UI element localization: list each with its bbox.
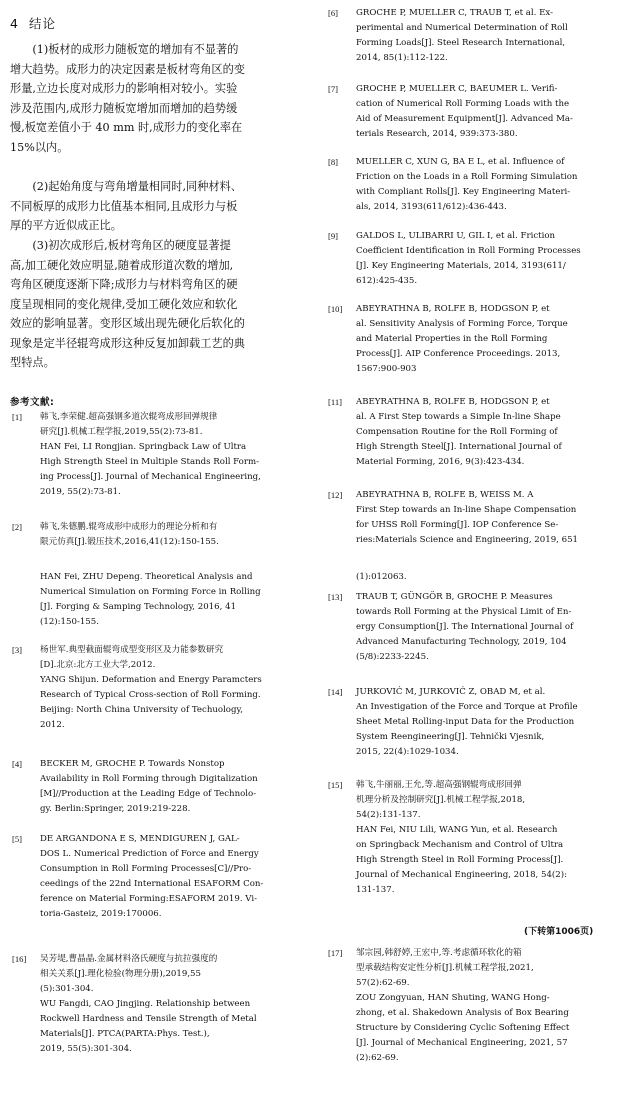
reference-text: 吴芳堤,曹晶晶.金属材料洛氏硬度与抗拉强度的 相关关系[J].理化检验(物理分册),2019,55 (5):301-304. WU Fangdi, CAO Jingjing. Relationship between Rockwell Hardness and Tensile Strength of Metal Materials[J]. PTCA(PARTA:Phys. Test.), 2019, 55(5):301-304. (40, 954, 257, 1054)
reference-text: TRAUB T, GÜNGÖR B, GROCHE P. Measures towards Roll Forming at the Physical Limit of En- ergy Consumption[J]. The International Journal of Advanced Manufacturing Technology, 2019, 104 (5/8):2233-2245. (356, 592, 574, 662)
reference-text: MUELLER C, XUN G, BA E L, et al. Influence of Friction on the Loads in a Roll Forming Simulation with Compliant Rolls[J]. Key Engineering Materi- als, 2014, 3193(611/612):436-443. (356, 157, 578, 212)
reference-text: ABEYRATHNA B, ROLFE B, HODGSON P, et al. A First Step towards a Simple In-line Shape Compensation Routine for the Roll Forming of High Strength Steel[J]. International Journal of Material Forming, 2016, 9(3):423-434. (356, 397, 562, 467)
reference-tag: [14] (328, 687, 343, 697)
section-title-text: 结论 (28, 16, 56, 31)
reference-text: BECKER M, GROCHE P. Towards Nonstop Availability in Roll Forming through Digitalization [M]//Production at the Leading Edge of Technolo- gy. Berlin:Springer, 2019:219-228. (40, 759, 258, 814)
reference-text: 韩飞,朱德鹏.辊弯成形中成形力的理论分析和有 限元仿真[J].锻压技术,2016,41(12):150-155. (40, 522, 219, 547)
reference-tag: [16] (12, 954, 27, 964)
reference-text: 邹宗园,韩舒婷,王宏中,等.考虑循环软化的箱 型承载结构安定性分析[J].机械工程学报,2021, 57(2):62-69. ZOU Zongyuan, HAN Shuting, WANG Hong- zhong, et al. Shakedown Analysis of Box Bearing Structure by Considering Cyclic Softening Effect [J]. Journal of Mechanical Engineering, 2021, 57 (2):62-69. (356, 948, 570, 1063)
reference-tag: [6] (328, 8, 339, 18)
reference-text: GALDOS L, ULIBARRI U, GIL I, et al. Friction Coefficient Identification in Roll Forming Processes [J]. Key Engineering Materials, 2014, 3193(611/ 612):425-435. (356, 231, 581, 286)
reference-tag: [13] (328, 592, 343, 602)
reference-tag: [4] (12, 759, 23, 769)
reference-tag: [8] (328, 157, 339, 167)
section-number: 4 (10, 16, 19, 31)
reference-tag: [5] (12, 834, 23, 844)
reference-tag: [1] (12, 412, 23, 422)
reference-tag: [2] (12, 522, 23, 532)
reference-text: 韩飞,李荣健.超高强钢多道次辊弯成形回弹规律 研究[J].机械工程学报,2019,55(2):73-81. HAN Fei, LI Rongjian. Springback Law of Ultra High Strength Steel in Multiple Stands Roll Form- ing Process[J]. Journal of Mechanical Engineering, 2019, 55(2):73-81. (40, 412, 261, 497)
reference-text: (1):012063. (356, 572, 407, 582)
references-heading: 参考文献: (10, 397, 55, 408)
reference-tag: [12] (328, 490, 343, 500)
conclusion-paragraph-3: (3)初次成形后,板材弯角区的硬度显著提 高,加工硬化效应明显,随着成形道次数的增加, 弯角区硬度逐渐下降;成形力与材料弯角区的硬 度呈现相同的变化规律,受加工硬化效应和软化 效应的影响显著。变形区域出现先硬化后软化的 现象是定半径辊弯成形这种反复加卸载工艺的典 型特点。 (10, 239, 245, 369)
reference-text: DE ARGANDONA E S, MENDIGUREN J, GAL- DOS L. Numerical Prediction of Force and Energy Consumption in Roll Forming Processes[C]//Pro- ceedings of the 22nd International ESAFORM Con- ference on Material Forming:ESAFORM 2019. Vi- toria-Gasteiz, 2019:170006. (40, 834, 264, 919)
reference-tag: [17] (328, 948, 343, 958)
reference-tag: [9] (328, 231, 339, 241)
reference-text: 杨世军.典型截面辊弯成型变形区及力能参数研究 [D].北京:北方工业大学,2012. YANG Shijun. Deformation and Energy Paramcters Research of Typical Cross-section of Roll Forming. Beijing: North China University of Techuology, 2012. (40, 645, 262, 730)
reference-text: HAN Fei, ZHU Depeng. Theoretical Analysis and Numerical Simulation on Forming Force in Rolling [J]. Forging & Samping Technology, 2016, 41 (12):150-155. (40, 572, 261, 627)
reference-text: 韩飞,牛丽丽,王允,等.超高强钢辊弯成形回弹 机理分析及控制研究[J].机械工程学报,2018, 54(2):131-137. HAN Fei, NIU Lili, WANG Yun, et al. Research on Springback Mechanism and Control of Ultra High Strength Steel in Roll Forming Process[J]. Journal of Mechanical Engineering, 2018, 54(2): 131-137. (356, 780, 568, 895)
reference-text: JURKOVIĆ M, JURKOVIĆ Z, OBAD M, et al. An Investigation of the Force and Torque at Profile Sheet Metal Rolling-input Data for the Production System Reengineering[J]. Tehnički Vjesnik, 2015, 22(4):1029-1034. (356, 687, 578, 757)
conclusion-paragraph-2: (2)起始角度与弯角增量相同时,同种材料、 不同板厚的成形力比值基本相同,且成形力与板 厚的平方近似成正比。 (10, 180, 242, 232)
reference-text: GROCHE P, MUELLER C, BAEUMER L. Verifi- cation of Numerical Roll Forming Loads with the Aid of Measurement Equipment[J]. Advanced Ma- terials Research, 2014, 939:373-380. (356, 84, 573, 139)
continuation-note: (下转第1006页) (524, 927, 594, 937)
reference-tag: [3] (12, 645, 23, 655)
reference-tag: [10] (328, 304, 343, 314)
reference-text: ABEYRATHNA B, ROLFE B, WEISS M. A First Step towards an In-line Shape Compensation for UHSS Roll Forming[J]. IOP Conference Se- ries:Materials Science and Engineering, 2019, 651 (356, 490, 579, 545)
conclusion-paragraph-1: (1)板材的成形力随板宽的增加有不显著的 增大趋势。成形力的决定因素是板材弯角区的变 形量,立边长度对成形力的影响相对较小。实验 涉及范围内,成形力随板宽增加而增加的趋势缓 慢,板宽差值小于 40 mm 时,成形力的变化率在 15%以内。 (10, 43, 245, 154)
reference-tag: [11] (328, 397, 342, 407)
reference-tag: [15] (328, 780, 343, 790)
section-title (10, 14, 56, 32)
reference-text: GROCHE P, MUELLER C, TRAUB T, et al. Ex- perimental and Numerical Determination of Roll Forming Loads[J]. Steel Research International, 2014, 85(1):112-122. (356, 8, 568, 63)
reference-tag: [7] (328, 84, 339, 94)
reference-text: ABEYRATHNA B, ROLFE B, HODGSON P, et al. Sensitivity Analysis of Forming Force, Torque and Material Properties in the Roll Forming Process[J]. AIP Conference Proceedings. 2013, 1567:900-903 (356, 304, 568, 374)
